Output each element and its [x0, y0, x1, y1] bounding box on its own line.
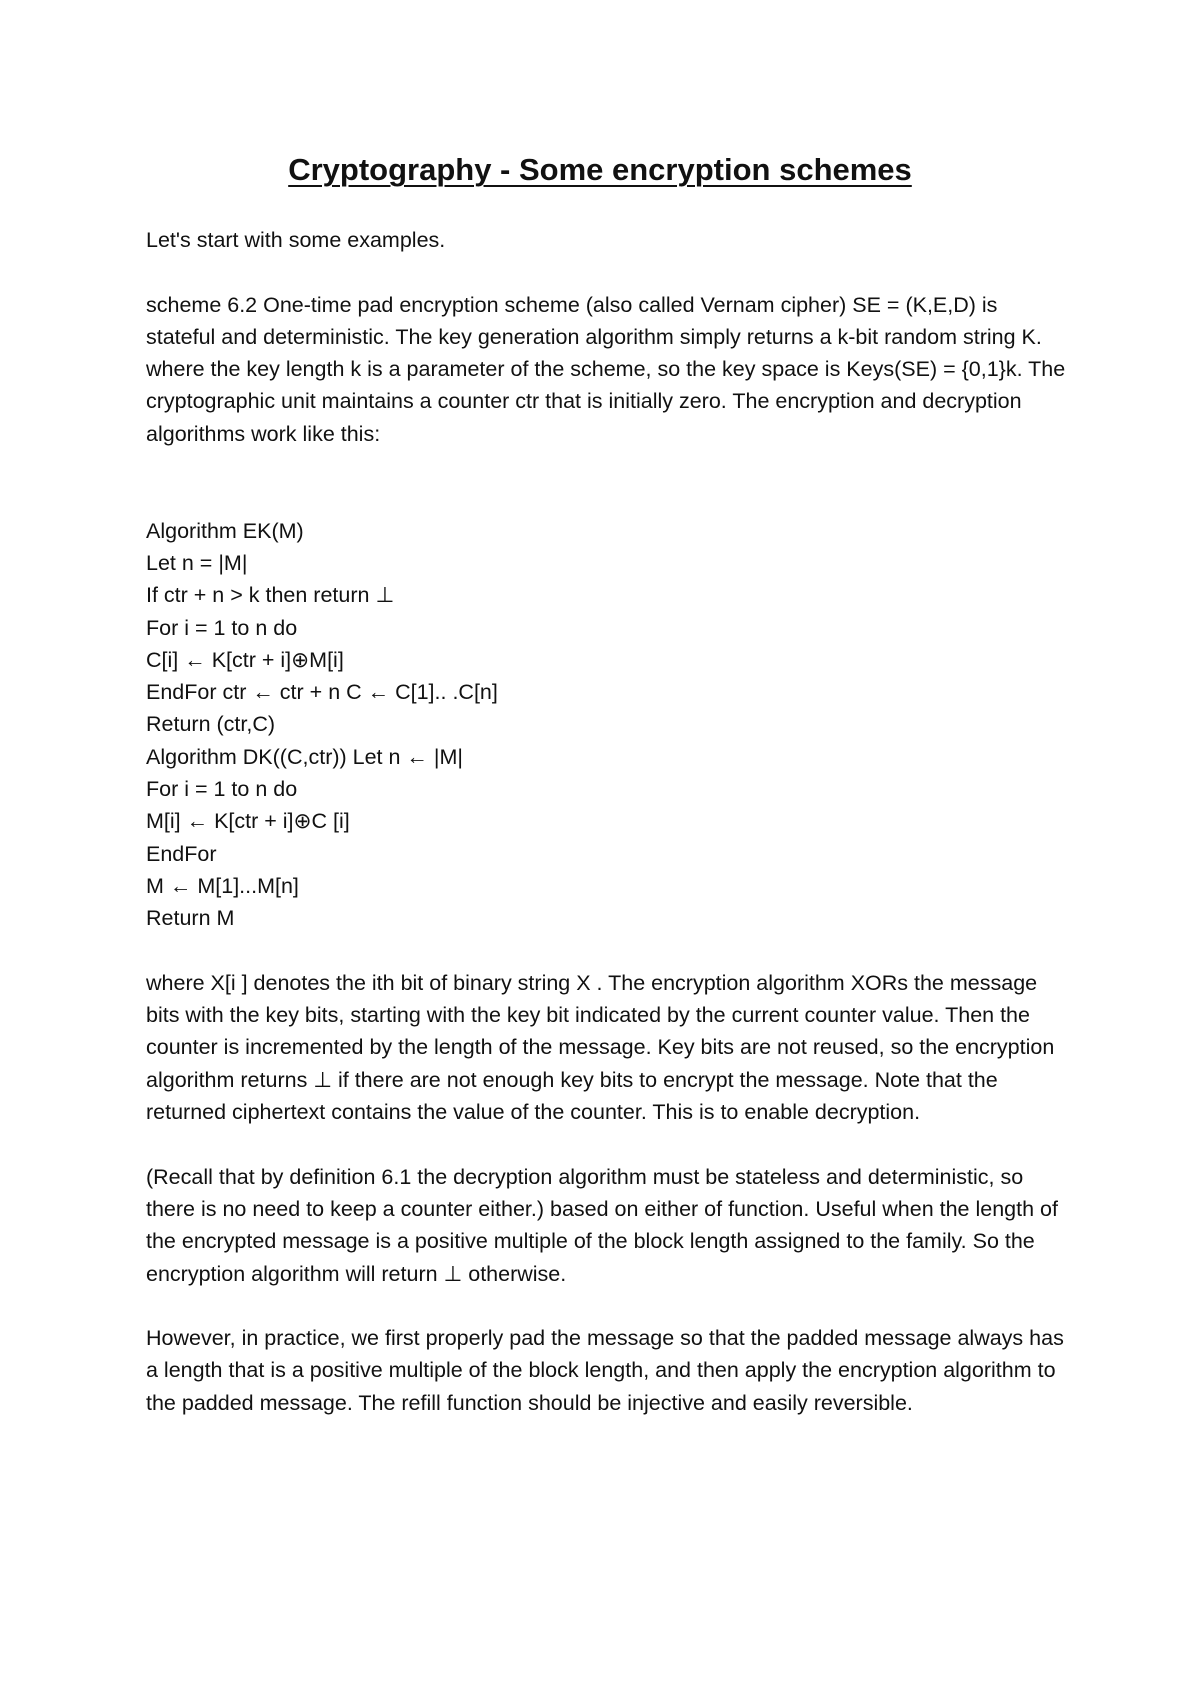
explanation-paragraph: where X[i ] denotes the ith bit of binary string X . The encryption algorithm XORs the message bits with the key bits, starting with the key bit indicated by the current counter value. Then the counter is incremented by the length of the message. Key bits are not reused, so the encryption algorithm returns ⊥ if there are not enough key bits to encrypt the message. Note that the returned ciphertext contains the value of the counter. This is to enable decryption.: [146, 970, 1055, 1125]
algorithm-line: Return (ctr,C): [146, 712, 276, 737]
algorithm-line: For i = 1 to n do: [146, 615, 298, 640]
algorithm-block: [146, 515, 1066, 935]
algorithm-line: EndFor: [146, 841, 217, 866]
algorithm-line: M ← M[1]...M[n]: [146, 873, 299, 898]
page-title: Cryptography - Some encryption schemes: [288, 152, 912, 187]
intro-paragraph: Let's start with some examples.: [146, 228, 446, 252]
spacer: [146, 450, 1066, 515]
recall-paragraph: (Recall that by definition 6.1 the decryption algorithm must be stateless and deterministic, so there is no need to keep a counter either.) based on either of function. Useful when the length of the encrypted message is a positive multiple of the block length assigned to the family. So the encryption algorithm will return ⊥ otherwise.: [146, 1164, 1058, 1286]
spacer: [146, 256, 1066, 288]
algorithm-line: Algorithm DK((C,ctr)) Let n ← |M|: [146, 744, 463, 769]
algorithm-line: M[i] ← K[ctr + i]⊕C [i]: [146, 809, 350, 834]
spacer: [146, 935, 1066, 967]
scheme-paragraph: scheme 6.2 One-time pad encryption scheme (also called Vernam cipher) SE = (K,E,D) is stateful and deterministic. The key generation algorithm simply returns a k-bit random string K. where the key length k is a parameter of the scheme, so the key space is Keys(SE) = {0,1}k. The cryptographic unit maintains a counter ctr that is initially zero. The encryption and decryption algorithms work like this:: [146, 292, 1066, 446]
document-body: [146, 224, 1066, 1419]
spacer: [146, 1128, 1066, 1160]
algorithm-line: Let n = |M|: [146, 550, 248, 575]
algorithm-line: Algorithm EK(M): [146, 518, 304, 543]
algorithm-line: Return M: [146, 906, 235, 931]
algorithm-line: EndFor ctr ← ctr + n C ← C[1].. .C[n]: [146, 680, 498, 705]
algorithm-line: If ctr + n > k then return ⊥: [146, 583, 395, 608]
algorithm-line: For i = 1 to n do: [146, 777, 298, 802]
algorithm-line: C[i] ← K[ctr + i]⊕M[i]: [146, 647, 344, 672]
practice-paragraph: However, in practice, we first properly pad the message so that the padded message always has a length that is a positive multiple of the block length, and then apply the encryption algorithm to the padded message. The refill function should be injective and easily reversible.: [146, 1326, 1064, 1415]
spacer: [146, 1290, 1066, 1322]
